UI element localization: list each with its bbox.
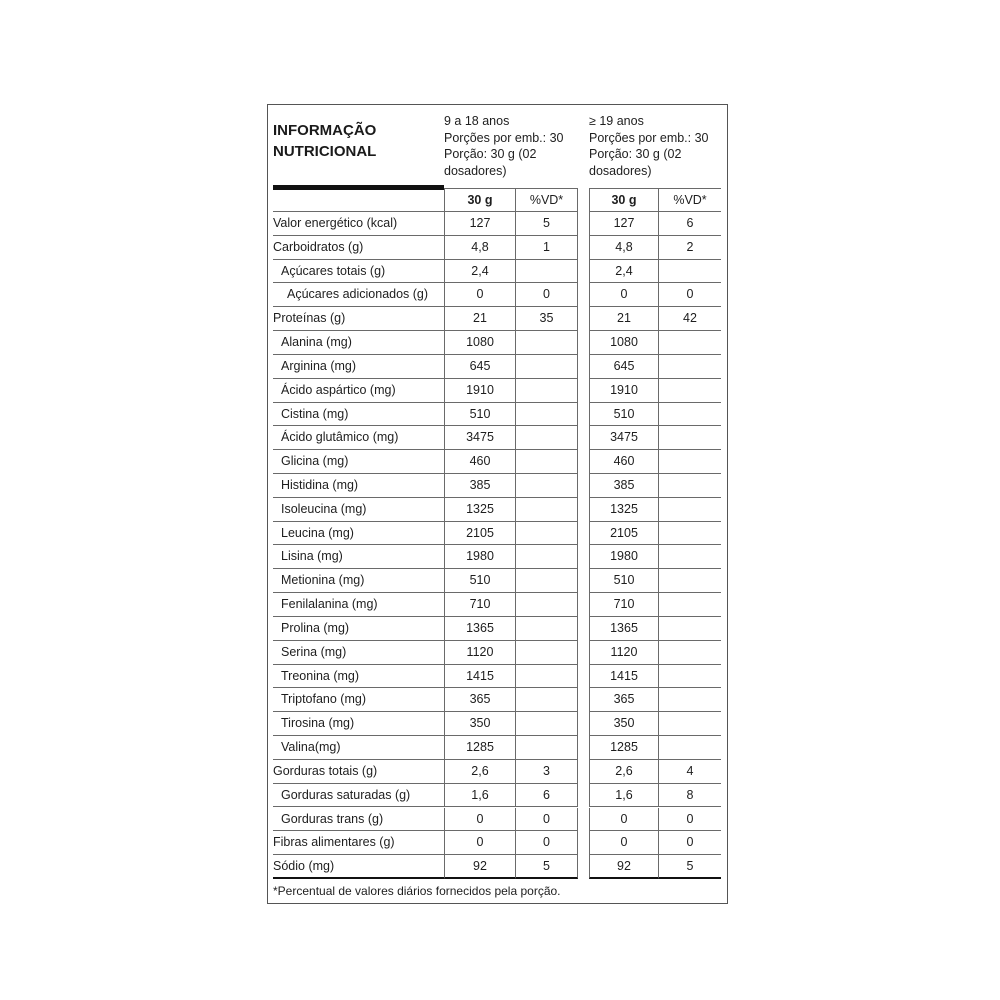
amount-9-18-cell: 127 xyxy=(444,212,515,236)
column-gap xyxy=(578,712,589,736)
vd-19-plus-cell xyxy=(658,379,721,403)
nutrient-row xyxy=(273,283,721,307)
nutrient-label: Cistina (mg) xyxy=(273,403,444,427)
nutrient-label: Metionina (mg) xyxy=(273,569,444,593)
nutrient-row xyxy=(273,688,721,712)
amount-19-plus-cell: 365 xyxy=(589,688,658,712)
group-header-9-18 xyxy=(444,113,564,180)
group-servings: Porções por emb.: 30 xyxy=(589,130,709,145)
column-gap xyxy=(578,688,589,712)
column-gap xyxy=(578,260,589,284)
amount-9-18-cell: 0 xyxy=(444,283,515,307)
nutrient-row xyxy=(273,760,721,784)
nutrient-row xyxy=(273,665,721,689)
amount-9-18-cell: 1415 xyxy=(444,665,515,689)
amount-19-plus-cell: 385 xyxy=(589,474,658,498)
amount-9-18-cell: 21 xyxy=(444,307,515,331)
vd-19-plus-cell xyxy=(658,331,721,355)
nutrient-label: Lisina (mg) xyxy=(273,545,444,569)
vd-19-plus-cell xyxy=(658,403,721,427)
nutrient-row xyxy=(273,450,721,474)
column-gap xyxy=(578,355,589,379)
amount-9-18-cell: 710 xyxy=(444,593,515,617)
nutrient-row xyxy=(273,522,721,546)
vd-19-plus-cell: 0 xyxy=(658,283,721,307)
vd-9-18-cell xyxy=(515,474,578,498)
nutrient-label: Proteínas (g) xyxy=(273,307,444,331)
amount-19-plus-cell: 4,8 xyxy=(589,236,658,260)
column-gap xyxy=(578,736,589,760)
amount-header-9-18: 30 g xyxy=(444,188,515,212)
group-portion: dosadores) xyxy=(589,164,652,179)
group-servings: Porções por emb.: 30 xyxy=(444,130,564,145)
vd-9-18-cell xyxy=(515,593,578,617)
vd-9-18-cell: 0 xyxy=(515,808,578,832)
vd-9-18-cell xyxy=(515,665,578,689)
nutrient-label: Tirosina (mg) xyxy=(273,712,444,736)
group-portion: dosadores) xyxy=(444,164,507,179)
nutrient-row xyxy=(273,260,721,284)
nutrient-row xyxy=(273,712,721,736)
amount-9-18-cell: 1285 xyxy=(444,736,515,760)
amount-19-plus-cell: 2105 xyxy=(589,522,658,546)
group-portion: Porção: 30 g (02 xyxy=(589,147,682,162)
amount-19-plus-cell: 1415 xyxy=(589,665,658,689)
amount-9-18-cell: 4,8 xyxy=(444,236,515,260)
vd-9-18-cell: 6 xyxy=(515,784,578,808)
amount-19-plus-cell: 460 xyxy=(589,450,658,474)
column-gap xyxy=(578,522,589,546)
amount-19-plus-cell: 127 xyxy=(589,212,658,236)
column-gap xyxy=(578,617,589,641)
vd-9-18-cell xyxy=(515,498,578,522)
vd-9-18-cell xyxy=(515,545,578,569)
nutrient-row xyxy=(273,641,721,665)
nutrient-label: Fenilalanina (mg) xyxy=(273,593,444,617)
column-gap xyxy=(578,331,589,355)
column-gap xyxy=(578,283,589,307)
amount-19-plus-cell: 92 xyxy=(589,855,658,879)
nutrient-label: Gorduras saturadas (g) xyxy=(273,784,444,808)
vd-9-18-cell xyxy=(515,379,578,403)
nutrient-label: Arginina (mg) xyxy=(273,355,444,379)
nutrient-row xyxy=(273,736,721,760)
amount-9-18-cell: 2,6 xyxy=(444,760,515,784)
amount-19-plus-cell: 1325 xyxy=(589,498,658,522)
amount-19-plus-cell: 21 xyxy=(589,307,658,331)
vd-9-18-cell xyxy=(515,522,578,546)
column-gap xyxy=(578,450,589,474)
amount-9-18-cell: 385 xyxy=(444,474,515,498)
vd-9-18-cell xyxy=(515,260,578,284)
nutrient-label: Fibras alimentares (g) xyxy=(273,831,444,855)
nutrient-label: Ácido aspártico (mg) xyxy=(273,379,444,403)
column-gap xyxy=(578,784,589,808)
nutrient-row xyxy=(273,808,721,832)
nutrient-label: Prolina (mg) xyxy=(273,617,444,641)
amount-9-18-cell: 3475 xyxy=(444,426,515,450)
vd-19-plus-cell xyxy=(658,617,721,641)
vd-9-18-cell xyxy=(515,450,578,474)
group-header-19-plus xyxy=(589,113,709,180)
amount-9-18-cell: 1080 xyxy=(444,331,515,355)
amount-19-plus-cell: 350 xyxy=(589,712,658,736)
header-label-spacer xyxy=(273,188,444,212)
nutrient-row xyxy=(273,236,721,260)
nutrient-label: Sódio (mg) xyxy=(273,855,444,879)
vd-9-18-cell xyxy=(515,617,578,641)
amount-19-plus-cell: 510 xyxy=(589,403,658,427)
vd-19-plus-cell: 42 xyxy=(658,307,721,331)
amount-9-18-cell: 1,6 xyxy=(444,784,515,808)
column-gap xyxy=(578,212,589,236)
amount-19-plus-cell: 2,6 xyxy=(589,760,658,784)
column-gap xyxy=(578,760,589,784)
amount-9-18-cell: 2,4 xyxy=(444,260,515,284)
amount-19-plus-cell: 1365 xyxy=(589,617,658,641)
amount-9-18-cell: 1365 xyxy=(444,617,515,641)
vd-9-18-cell: 35 xyxy=(515,307,578,331)
footnote: *Percentual de valores diários fornecidos pela porção. xyxy=(273,884,561,898)
vd-19-plus-cell xyxy=(658,450,721,474)
nutrient-label: Valor energético (kcal) xyxy=(273,212,444,236)
column-gap xyxy=(578,403,589,427)
nutrient-row xyxy=(273,403,721,427)
amount-9-18-cell: 365 xyxy=(444,688,515,712)
nutrient-row xyxy=(273,331,721,355)
amount-19-plus-cell: 1285 xyxy=(589,736,658,760)
column-gap xyxy=(578,498,589,522)
amount-header-19-plus: 30 g xyxy=(589,188,658,212)
vd-19-plus-cell xyxy=(658,736,721,760)
amount-9-18-cell: 510 xyxy=(444,569,515,593)
vd-19-plus-cell: 6 xyxy=(658,212,721,236)
nutrient-row xyxy=(273,545,721,569)
amount-9-18-cell: 0 xyxy=(444,808,515,832)
vd-19-plus-cell xyxy=(658,593,721,617)
vd-19-plus-cell: 2 xyxy=(658,236,721,260)
vd-9-18-cell xyxy=(515,403,578,427)
nutrient-row xyxy=(273,212,721,236)
column-gap xyxy=(578,474,589,498)
amount-9-18-cell: 1980 xyxy=(444,545,515,569)
nutrient-row xyxy=(273,498,721,522)
vd-19-plus-cell: 0 xyxy=(658,831,721,855)
amount-9-18-cell: 460 xyxy=(444,450,515,474)
nutrient-row xyxy=(273,426,721,450)
amount-19-plus-cell: 710 xyxy=(589,593,658,617)
amount-19-plus-cell: 1980 xyxy=(589,545,658,569)
nutrient-label: Serina (mg) xyxy=(273,641,444,665)
vd-header-19-plus: %VD* xyxy=(658,188,721,212)
nutrient-label: Alanina (mg) xyxy=(273,331,444,355)
amount-9-18-cell: 510 xyxy=(444,403,515,427)
column-header-row xyxy=(273,188,721,212)
nutrient-row xyxy=(273,307,721,331)
vd-9-18-cell: 3 xyxy=(515,760,578,784)
amount-19-plus-cell: 0 xyxy=(589,283,658,307)
vd-19-plus-cell: 5 xyxy=(658,855,721,879)
amount-19-plus-cell: 3475 xyxy=(589,426,658,450)
vd-19-plus-cell xyxy=(658,545,721,569)
amount-19-plus-cell: 1120 xyxy=(589,641,658,665)
amount-19-plus-cell: 0 xyxy=(589,808,658,832)
nutrient-row xyxy=(273,569,721,593)
nutrient-row xyxy=(273,379,721,403)
amount-9-18-cell: 1120 xyxy=(444,641,515,665)
column-gap xyxy=(578,545,589,569)
group-age: ≥ 19 anos xyxy=(589,114,644,128)
nutrient-label: Triptofano (mg) xyxy=(273,688,444,712)
column-gap xyxy=(578,426,589,450)
nutrient-row xyxy=(273,593,721,617)
nutrient-label: Açúcares totais (g) xyxy=(273,260,444,284)
vd-19-plus-cell xyxy=(658,641,721,665)
column-gap xyxy=(578,379,589,403)
vd-9-18-cell xyxy=(515,569,578,593)
nutrient-label: Carboidratos (g) xyxy=(273,236,444,260)
vd-19-plus-cell xyxy=(658,355,721,379)
column-gap xyxy=(578,855,589,879)
nutrient-label: Gorduras totais (g) xyxy=(273,760,444,784)
amount-9-18-cell: 1325 xyxy=(444,498,515,522)
amount-9-18-cell: 92 xyxy=(444,855,515,879)
nutrient-row xyxy=(273,855,721,879)
group-portion: Porção: 30 g (02 xyxy=(444,147,537,162)
nutrient-label: Treonina (mg) xyxy=(273,665,444,689)
vd-19-plus-cell xyxy=(658,665,721,689)
vd-19-plus-cell: 4 xyxy=(658,760,721,784)
amount-9-18-cell: 0 xyxy=(444,831,515,855)
column-gap xyxy=(578,236,589,260)
nutrient-row xyxy=(273,784,721,808)
nutrient-label: Leucina (mg) xyxy=(273,522,444,546)
amount-19-plus-cell: 1910 xyxy=(589,379,658,403)
vd-9-18-cell xyxy=(515,331,578,355)
vd-19-plus-cell xyxy=(658,712,721,736)
column-gap xyxy=(578,188,589,212)
vd-9-18-cell: 1 xyxy=(515,236,578,260)
nutrient-label: Ácido glutâmico (mg) xyxy=(273,426,444,450)
column-gap xyxy=(578,641,589,665)
nutrient-row xyxy=(273,355,721,379)
vd-9-18-cell: 0 xyxy=(515,831,578,855)
vd-19-plus-cell xyxy=(658,260,721,284)
nutrition-title xyxy=(273,120,376,162)
column-gap xyxy=(578,665,589,689)
amount-19-plus-cell: 0 xyxy=(589,831,658,855)
column-gap xyxy=(578,831,589,855)
title-line-1: INFORMAÇÃO xyxy=(273,122,377,139)
vd-9-18-cell: 5 xyxy=(515,855,578,879)
vd-9-18-cell: 0 xyxy=(515,283,578,307)
nutrient-label: Isoleucina (mg) xyxy=(273,498,444,522)
column-gap xyxy=(578,808,589,832)
vd-9-18-cell xyxy=(515,355,578,379)
nutrient-label: Glicina (mg) xyxy=(273,450,444,474)
amount-19-plus-cell: 2,4 xyxy=(589,260,658,284)
amount-9-18-cell: 645 xyxy=(444,355,515,379)
vd-19-plus-cell xyxy=(658,522,721,546)
group-age: 9 a 18 anos xyxy=(444,114,510,128)
nutrient-row xyxy=(273,831,721,855)
amount-19-plus-cell: 1080 xyxy=(589,331,658,355)
amount-9-18-cell: 2105 xyxy=(444,522,515,546)
vd-9-18-cell xyxy=(515,641,578,665)
vd-19-plus-cell xyxy=(658,498,721,522)
vd-9-18-cell xyxy=(515,426,578,450)
vd-19-plus-cell xyxy=(658,688,721,712)
nutrient-row xyxy=(273,617,721,641)
amount-9-18-cell: 350 xyxy=(444,712,515,736)
amount-9-18-cell: 1910 xyxy=(444,379,515,403)
vd-19-plus-cell: 0 xyxy=(658,808,721,832)
vd-19-plus-cell xyxy=(658,426,721,450)
vd-9-18-cell xyxy=(515,736,578,760)
title-line-2: NUTRICIONAL xyxy=(273,143,377,160)
column-gap xyxy=(578,569,589,593)
nutrient-row xyxy=(273,474,721,498)
amount-19-plus-cell: 645 xyxy=(589,355,658,379)
vd-9-18-cell xyxy=(515,712,578,736)
nutrient-label: Valina(mg) xyxy=(273,736,444,760)
column-gap xyxy=(578,307,589,331)
nutrient-label: Histidina (mg) xyxy=(273,474,444,498)
column-gap xyxy=(578,593,589,617)
nutrient-label: Açúcares adicionados (g) xyxy=(273,283,444,307)
amount-19-plus-cell: 1,6 xyxy=(589,784,658,808)
vd-9-18-cell xyxy=(515,688,578,712)
nutrient-label: Gorduras trans (g) xyxy=(273,808,444,832)
amount-19-plus-cell: 510 xyxy=(589,569,658,593)
vd-9-18-cell: 5 xyxy=(515,212,578,236)
vd-19-plus-cell xyxy=(658,569,721,593)
vd-header-9-18: %VD* xyxy=(515,188,578,212)
vd-19-plus-cell: 8 xyxy=(658,784,721,808)
vd-19-plus-cell xyxy=(658,474,721,498)
